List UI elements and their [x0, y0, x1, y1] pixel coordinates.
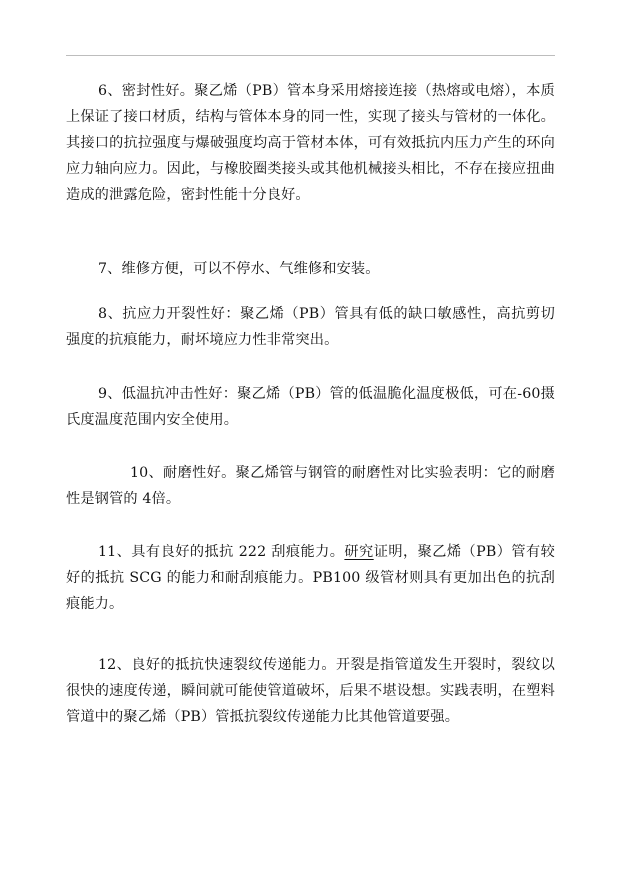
- paragraph-8: [66, 301, 555, 353]
- paragraph-11-underlined-word: 研究: [344, 544, 374, 560]
- paragraph-6: [66, 78, 555, 208]
- paragraph-11: [66, 539, 555, 617]
- paragraph-10-text: 10、耐磨性好。聚乙烯管与钢管的耐磨性对比实验表明：它的耐磨性是钢管的 4倍。: [66, 465, 555, 507]
- paragraph-11-text-start: 11、具有良好的抵抗 222 刮痕能力。: [98, 544, 345, 560]
- paragraph-12: [66, 652, 555, 730]
- paragraph-8-text: 8、抗应力开裂性好：聚乙烯（PB）管具有低的缺口敏感性，高抗剪切强度的抗痕能力，耐坏境应力性非常突出。: [66, 306, 555, 348]
- paragraph-9: [66, 381, 555, 433]
- paragraph-7-text: 7、维修方便，可以不停水、气维修和安装。: [98, 261, 380, 277]
- header-rule: [66, 55, 555, 56]
- paragraph-11-text-end: 证明，聚乙烯（PB）管有较好的抵抗 SCG 的能力和耐刮痕能力。PB100 级管材则具有更加出色的抗刮痕能力。: [66, 544, 555, 612]
- paragraph-6-text: 6、密封性好。聚乙烯（PB）管本身采用熔接连接（热熔或电熔），本质上保证了接口材质，结构与管体本身的同一性，实现了接头与管材的一体化。其接口的抗拉强度与爆破强度均高于管材本体，可有效抵抗内压力产生的环向应力轴向应力。因此，与橡胶圈类接头或其他机械接头相比，不存在接应扭曲造成的泄露危险，密封性能十分良好。: [66, 83, 555, 203]
- paragraph-7: [66, 256, 555, 282]
- paragraph-12-text: 12、良好的抵抗快速裂纹传递能力。开裂是指管道发生开裂时，裂纹以很快的速度传递，瞬间就可能使管道破坏，后果不堪设想。实践表明，在塑料管道中的聚乙烯（PB）管抵抗裂纹传递能力比其他管道要强。: [66, 657, 555, 725]
- paragraph-10: [66, 460, 555, 512]
- paragraph-9-text: 9、低温抗冲击性好：聚乙烯（PB）管的低温脆化温度极低，可在-60摄氏度温度范围内安全使用。: [66, 386, 555, 428]
